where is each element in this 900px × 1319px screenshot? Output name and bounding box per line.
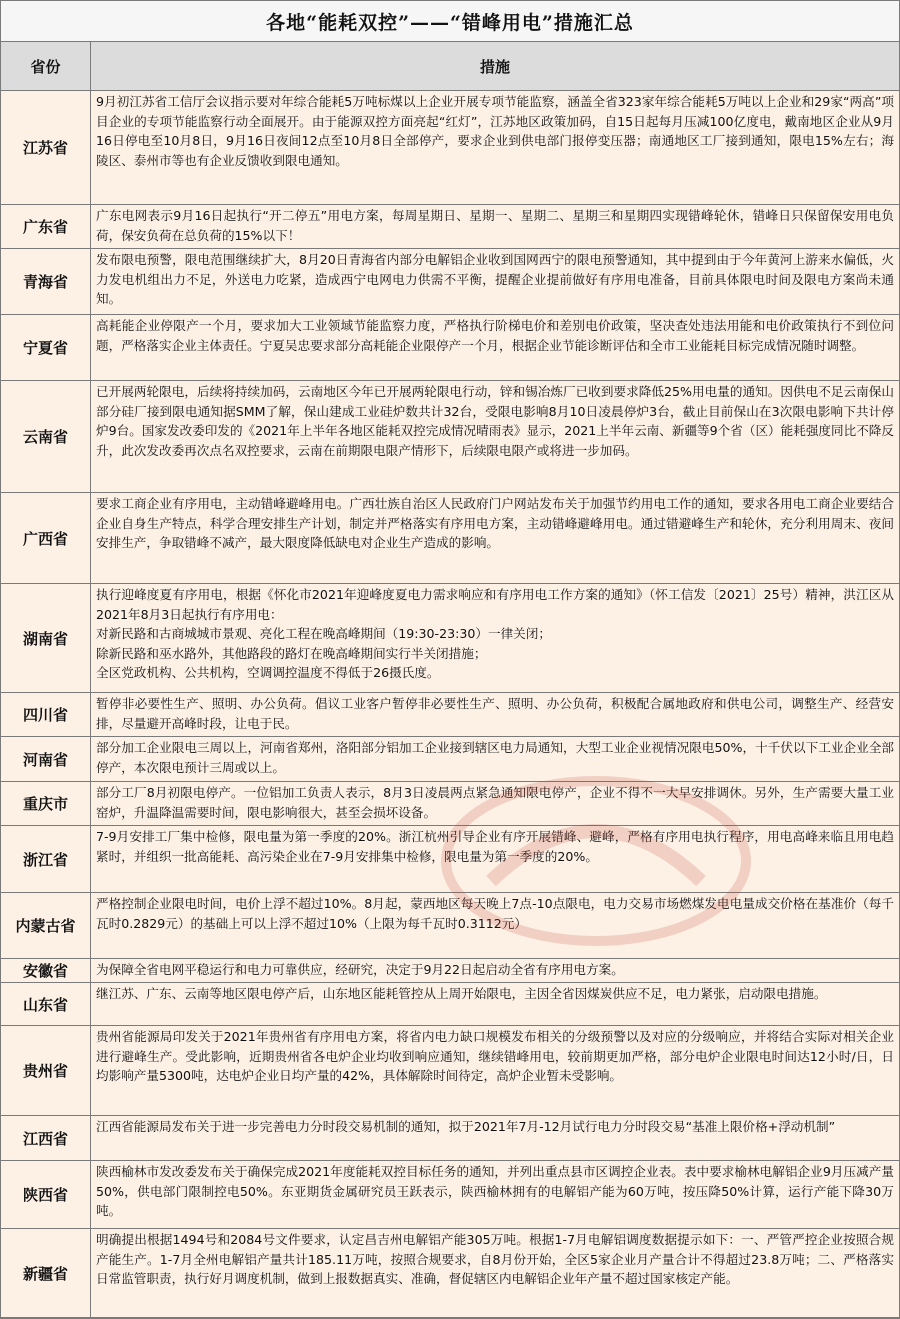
- measure-cell: 执行迎峰度夏有序用电，根据《怀化市2021年迎峰度夏电力需求响应和有序用电工作方案的通知》（怀工信发〔2021〕25号）精神，洪江区从2021年8月3日起执行有序用电： 对新民路和古商城城市景观、亮化工程在晚高峰期间（19:30-23:30）一律关闭； 除新民路和巫水路外，其他路段的路灯在晚高峰期间实行半关闭措施； 全区党政机构、公共机构，空调调控温度不得低于26摄氏度。: [96, 587, 894, 680]
- province-cell: 江西省: [1, 1116, 91, 1160]
- measure-cell: 高耗能企业停限产一个月，要求加大工业领域节能监察力度，严格执行阶梯电价和差别电价政策，坚决查处违法用能和电价政策执行不到位问题，严格落实企业主体责任。宁夏吴忠要求部分高耗能企业限停产一个月，根据企业节能诊断评估和全市工业能耗目标完成情况随时调整。: [96, 318, 894, 353]
- header-province: 省份: [1, 42, 91, 90]
- measure-cell: 贵州省能源局印发关于2021年贵州省有序用电方案，将省内电力缺口规模发布相关的分级预警以及对应的分级响应，并将结合实际对相关企业进行避峰生产。受此影响，近期贵州省各电炉企业均收到响应通知，继续错峰用电，较前期更加严格，部分电炉企业限电时间达12小时/日，日均影响产量5300吨，达电炉企业日均产量的42%，具体解除时间待定，高炉企业暂未受影响。: [96, 1029, 894, 1083]
- table-row: [1, 959, 899, 983]
- measure-cell: 继江苏、广东、云南等地区限电停产后，山东地区能耗管控从上周开始限电，主因全省因煤炭供应不足，电力紧张，启动限电措施。: [96, 986, 827, 1001]
- province-cell: 四川省: [1, 693, 91, 736]
- province-cell: 贵州省: [1, 1026, 91, 1115]
- header-measures: 措施: [479, 57, 510, 76]
- table-row: [1, 983, 899, 1026]
- measure-cell: 部分加工企业限电三周以上，河南省郑州，洛阳部分铝加工企业接到辖区电力局通知，大型工业企业视情况限电50%，十千伏以下工业企业全部停产，本次限电预计三周或以上。: [96, 740, 894, 775]
- province-cell: 江苏省: [1, 91, 91, 204]
- province-cell: 河南省: [1, 737, 91, 781]
- table-row: [1, 205, 899, 249]
- table-row: [1, 91, 899, 205]
- province-cell: 湖南省: [1, 584, 91, 692]
- measure-cell: 暂停非必要性生产、照明、办公负荷。倡议工业客户暂停非必要性生产、照明、办公负荷，积极配合属地政府和供电公司，调整生产、经营安排，尽量避开高峰时段，让电于民。: [96, 696, 894, 731]
- province-cell: 内蒙古省: [1, 893, 91, 958]
- measure-cell: 江西省能源局发布关于进一步完善电力分时段交易机制的通知，拟于2021年7月-12月试行电力分时段交易“基准上限价格+浮动机制”: [96, 1119, 836, 1134]
- measure-cell: 为保障全省电网平稳运行和电力可靠供应，经研究，决定于9月22日起启动全省有序用电方案。: [96, 962, 624, 977]
- table-row: [1, 826, 899, 893]
- measure-cell: 7-9月安排工厂集中检修，限电量为第一季度的20%。浙江杭州引导企业有序开展错峰、避峰，严格有序用电执行程序，用电高峰来临且用电趋紧时，并组织一批高能耗、高污染企业在7-9月安排集中检修，限电量为第一季度的20%。: [96, 829, 894, 864]
- table-row: [1, 584, 899, 693]
- table-row: [1, 693, 899, 737]
- measure-cell: 9月初江苏省工信厅会议指示要对年综合能耗5万吨标煤以上企业开展专项节能监察，涵盖全省323家年综合能耗5万吨以上企业和29家“两高”项目企业的专项节能监察行动全面展开。由于能源双控方面亮起“红灯”，江苏地区政策加码，自15日起每月压减100亿度电，戴南地区企业从9月16日停电至10月8日，9月16日夜间12点至10月8日全部停产，要求企业到供电部门报停变压器；南通地区工厂接到通知，限电15%左右；海陵区、泰州市等也有企业反馈收到限电通知。: [96, 94, 894, 168]
- province-cell: 宁夏省: [1, 315, 91, 380]
- measure-cell: 明确提出根据1494号和2084号文件要求，认定昌吉州电解铝产能305万吨。根据1-7月电解铝调度数据提示如下：一、严管严控企业按照合规产能生产。1-7月全州电解铝产量共计185.11万吨，按照合规要求，自8月份开始，全区5家企业月产量合计不得超过23.8万吨；二、严格落实日常监管职责，执行好月调度机制，做到上报数据真实、准确，督促辖区内电解铝企业年产量不超过国家核定产能。: [96, 1232, 894, 1286]
- province-cell: 云南省: [1, 381, 91, 492]
- measure-cell: 广东电网表示9月16日起执行“开二停五”用电方案，每周星期日、星期一、星期二、星期三和星期四实现错峰轮休，错峰日只保留保安用电负荷，保安负荷在总负荷的15%以下！: [96, 208, 894, 243]
- measure-cell: 严格控制企业限电时间，电价上浮不超过10%。8月起，蒙西地区每天晚上7点-10点限电，电力交易市场燃煤发电电量成交价格在基准价（每千瓦时0.2829元）的基础上可以上浮不超过10%（上限为每千瓦时0.3112元）: [96, 896, 894, 931]
- table-row: [1, 1161, 899, 1229]
- province-cell: 陕西省: [1, 1161, 91, 1228]
- province-cell: 广西省: [1, 493, 91, 583]
- table-row: [1, 315, 899, 381]
- measure-cell: 已开展两轮限电，后续将持续加码，云南地区今年已开展两轮限电行动，锌和锡冶炼厂已收到要求降低25%用电量的通知。因供电不足云南保山部分硅厂接到限电通知据SMM了解，保山建成工业硅炉数共计32台，受限电影响8月10日凌晨停炉3台，截止目前保山在3次限电影响下共计停炉9台。国家发改委印发的《2021年上半年各地区能耗双控完成情况晴雨表》显示，2021上半年云南、新疆等9个省（区）能耗强度同比不降反升，此次发改委再次点名双控要求，云南在前期限电限产情形下，后续限电限产或将进一步加码。: [96, 384, 894, 458]
- province-cell: 山东省: [1, 983, 91, 1025]
- table-row: [1, 381, 899, 493]
- table-row: [1, 782, 899, 826]
- province-cell: 新疆省: [1, 1229, 91, 1317]
- province-cell: 广东省: [1, 205, 91, 248]
- table-row: [1, 249, 899, 315]
- province-cell: 安徽省: [1, 959, 91, 982]
- table-row: [1, 1026, 899, 1116]
- measure-cell: 陕西榆林市发改委发布关于确保完成2021年度能耗双控目标任务的通知，并列出重点县市区调控企业表。表中要求榆林电解铝企业9月压减产量50%，供电部门限制控电50%。东亚期货金属研究员王跃表示，陕西榆林拥有的电解铝产能为60万吨，按压降50%计算，运行产能下降30万吨。: [96, 1164, 894, 1218]
- province-cell: 重庆市: [1, 782, 91, 825]
- table-row: [1, 737, 899, 782]
- table-row: [1, 1229, 899, 1318]
- table-header: [1, 42, 899, 91]
- measure-cell: 发布限电预警，限电范围继续扩大，8月20日青海省内部分电解铝企业收到国网西宁的限电预警通知，其中提到由于今年黄河上游来水偏低，火力发电机组出力不足，外送电力吃紧，造成西宁电网电力供需不平衡，提醒企业提前做好有序用电准备，目前具体限电时间及限电方案尚未通知。: [96, 252, 894, 306]
- measure-cell: 部分工厂8月初限电停产。一位铝加工负责人表示，8月3日凌晨两点紧急通知限电停产，企业不得不一大早安排调休。另外，生产需要大量工业窑炉，升温降温需要时间，限电影响很大，甚至会损坏设备。: [96, 785, 894, 820]
- province-cell: 浙江省: [1, 826, 91, 892]
- table-row: [1, 493, 899, 584]
- province-cell: 青海省: [1, 249, 91, 314]
- table-row: [1, 893, 899, 959]
- table-title: 各地“能耗双控”——“错峰用电”措施汇总: [1, 1, 899, 42]
- measure-cell: 要求工商企业有序用电，主动错峰避峰用电。广西壮族自治区人民政府门户网站发布关于加强节约用电工作的通知，要求各用电工商企业要结合企业自身生产特点，科学合理安排生产计划，制定并严格落实有序用电方案，主动错峰避峰用电。通过错避峰生产和轮休，充分利用周末、夜间安排生产，争取错峰不减产，最大限度降低缺电对企业生产造成的影响。: [96, 496, 894, 550]
- table-row: [1, 1116, 899, 1161]
